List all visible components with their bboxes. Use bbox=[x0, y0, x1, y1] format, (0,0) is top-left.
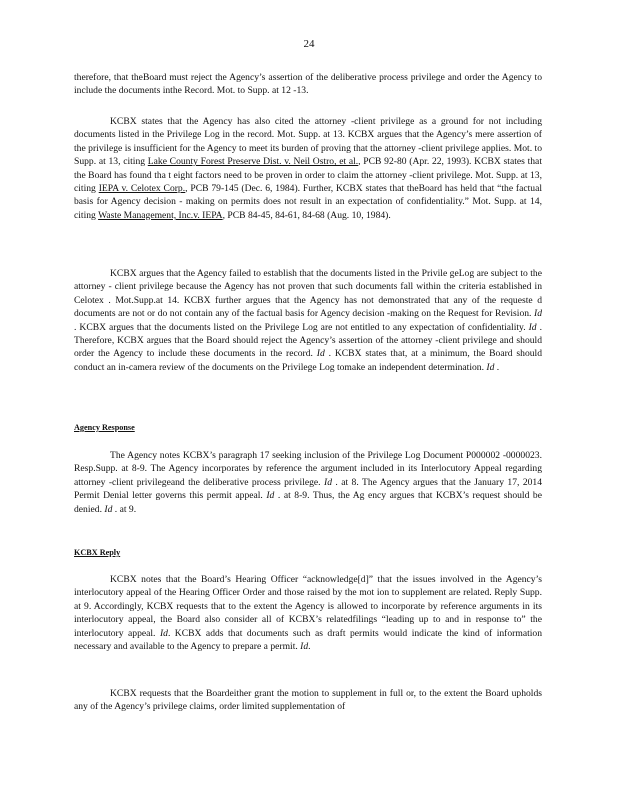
id-citation: Id bbox=[300, 641, 309, 653]
text-run: . Therefore, KCBX argues that the Board should reject the Agency’s assertion of the attorney -client privilege and should order the Agency to include these documents in the record. bbox=[74, 321, 542, 360]
text-run: KCBX notes that the Board’s Hearing Officer “acknowledge[d]” that the issues involved in the Agency’s interlocutory appeal of the Hearing Officer Order and those raised by the mot ion to supplement are related. Reply Supp. at 9. Accordingly, KCBX requests that to the extent the Agency is allowed to incorporate by reference arguments in its interlocutory appeal, the Board also consider all of KCBX’s relatedfilings “leading up to and in response to” the interlocutory appeal. bbox=[74, 574, 542, 639]
text-run: . at 8. The Agency argues that the January 17, 2014 Permit Denial letter governs this permit appeal. bbox=[74, 476, 543, 502]
paragraph-6: KCBX requests that the Boardeither grant the motion to supplement in full or, to the extent the Board upholds any of the Agency’s privilege claims, order limited supplementation of bbox=[74, 688, 542, 713]
paragraph-4 bbox=[74, 449, 542, 516]
text-run: . bbox=[494, 361, 500, 373]
paragraph-3 bbox=[74, 267, 542, 374]
id-citation: Id bbox=[486, 361, 495, 373]
text-run: , PCB 79-145 (Dec. 6, 1984). Further, KCBX states that theBoard has held that “the factual basis for Agency decision - making on permits does not result in an expectation of confidentiality.” Mot. Supp. at 14, citing bbox=[74, 183, 543, 221]
text-run: . KCBX adds that documents such as draft permits would indicate the kind of information necessary and available to the Agency to prepare a permit. bbox=[74, 627, 543, 653]
id-citation: Id bbox=[316, 348, 325, 360]
id-citation: Id bbox=[324, 476, 332, 488]
text-run: . at 8-9. Thus, the Ag ency argues that KCBX’s request should be denied. bbox=[74, 490, 542, 515]
page-number: 24 bbox=[303, 38, 315, 50]
id-citation: Id bbox=[534, 308, 542, 320]
text-run: The Agency notes KCBX’s paragraph 17 seeking inclusion of the Privilege Log Document P000002 -0000023. Resp.Supp. at 8-9. The Agency incorporates by reference the argument included in its Interlocutory Appeal regarding attorney -client privilegeand the deliberative process privilege. bbox=[74, 450, 542, 488]
id-citation: Id bbox=[528, 321, 537, 333]
paragraph-5 bbox=[74, 573, 542, 653]
id-citation: Id bbox=[104, 503, 113, 515]
text-run: . KCBX states that, at a minimum, the Board should conduct an in-camera review of the documents on the Privilege Log tomake an independent determination. bbox=[74, 348, 542, 373]
case-citation: Waste Management, Inc.v. IEPA bbox=[98, 209, 223, 221]
text-run: . bbox=[308, 641, 311, 653]
case-citation: IEPA v. Celotex Corp. bbox=[98, 183, 186, 195]
text-run: . at 9. bbox=[112, 503, 137, 515]
case-citation: Lake County Forest Preserve Dist. v. Neil Ostro, et al. bbox=[147, 156, 359, 168]
text-run: , PCB 92-80 (Apr. 22, 1993). KCBX states that the Board has found tha t eight factors need to be proven in order to claim the attorney -client privilege. Mot. Supp. at 13, citing bbox=[74, 156, 542, 195]
id-citation: Id bbox=[159, 627, 168, 639]
text-run: , PCB 84-45, 84-61, 84-68 (Aug. 10, 1984). bbox=[222, 209, 391, 221]
section-heading-agency-response: Agency Response bbox=[74, 423, 135, 432]
paragraph-2 bbox=[74, 115, 542, 222]
text-run: . KCBX argues that the documents listed on the Privilege Log are not entitled to any expectation of confidentiality. bbox=[74, 321, 529, 333]
paragraph-1: therefore, that theBoard must reject the Agency’s assertion of the deliberative process privilege and order the Agency to include the documents inthe Record. Mot. to Supp. at 12 -13. bbox=[74, 72, 542, 97]
section-heading-kcbx-reply: KCBX Reply bbox=[74, 548, 121, 557]
text-run: KCBX argues that the Agency failed to establish that the documents listed in the Privile geLog are subject to the attorney - client privilege because the Agency has not proven that such documents fall within the criteria established in Celotex . Mot.Supp.at 14. KCBX further argues that the Agency has not demonstrated that any of the requeste d documents are not or do not contain any of the factual basis for Agency decision -making on the Request for Revision. bbox=[74, 268, 542, 320]
text-run: KCBX states that the Agency has also cited the attorney -client privilege as a ground for not including documents listed in the Privilege Log in the record. Mot. Supp. at 13. KCBX argues that the Agency’s mere assertion of the privilege is insufficient for the Agency to meet its burden of proving that the attorney -client privilege applies. Mot. to Supp. at 13, citing bbox=[74, 116, 542, 168]
id-citation: Id bbox=[266, 490, 275, 502]
